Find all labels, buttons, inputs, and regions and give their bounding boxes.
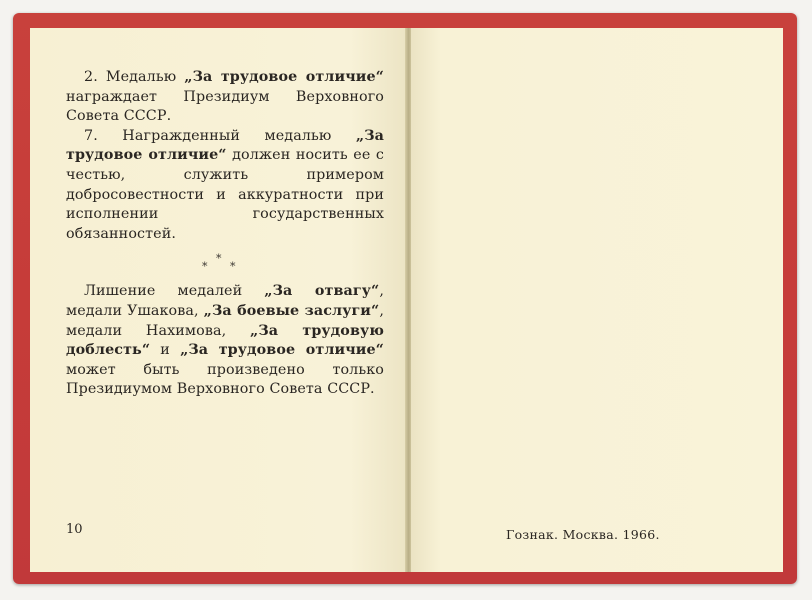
medal-name: „За трудовое отличие“ [184, 69, 384, 85]
statute-text [66, 68, 384, 400]
page-number: 10 [66, 522, 83, 537]
printer-imprint: Гознак. Москва. 1966. [506, 527, 660, 542]
paragraph-revocation: Лишение медалей „За отвагу“, медали Ушакова, „За боевые заслуги“, медали Нахимова, „За трудовую доблесть“ и „За трудовое отличие“ может быть произведено только Президиумом Верховного Совета СССР. [66, 283, 384, 398]
star-glyph: * [202, 260, 208, 274]
left-page [30, 28, 406, 572]
right-page [411, 28, 783, 572]
star-glyph: * [230, 260, 236, 274]
star-glyph: * [216, 252, 222, 266]
medal-name: „За трудовое отличие“ [66, 127, 384, 164]
paragraph-7: 7. Награжденный медалью „За трудовое отличие“ должен носить ее с честью, служить примером добросовестности и аккуратности при исполнении государственных обязанностей. [66, 127, 384, 242]
paragraph-2: 2. Медалью „За трудовое отличие“ награждает Президиум Верховного Совета СССР. [66, 69, 384, 125]
asterism-divider [66, 248, 384, 276]
